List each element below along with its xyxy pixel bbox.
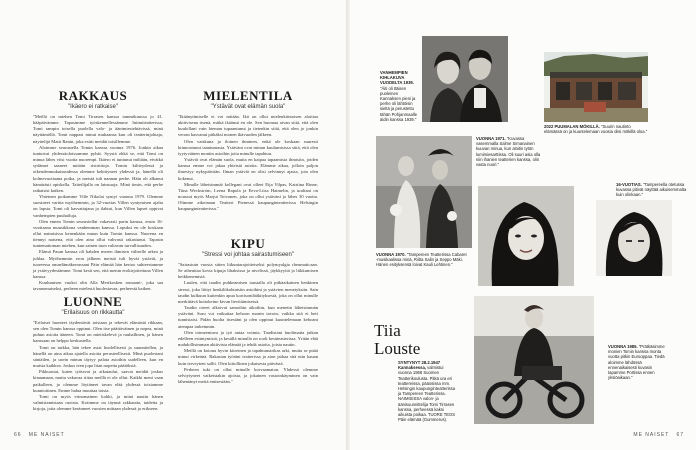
profile-name-block [374, 322, 460, 358]
luonne-heading: LUONNE [63, 294, 123, 309]
mielentila-quote: "Ystävät ovat elämän suola" [210, 104, 286, 110]
parents-caption [380, 70, 420, 122]
costume-illustration [376, 136, 472, 248]
cottage-illustration [544, 52, 648, 122]
caption-text: "Prätkäsimme monien Tomin kanssa monta vuotta pitkin Eurooppaa. Tiedä aloimme lähdössä ennenaikaisesti kuvasin tapamme Portissa ennen yksiöaikaan." [608, 344, 665, 381]
kipu-heading: KIPU [230, 236, 266, 251]
caption-title: 16-VUOTIAS. [616, 182, 642, 187]
rakkaus-body [33, 114, 163, 292]
page-number: 66 [14, 432, 22, 438]
caption-title: VANHEMPIEN KIHLAKUVA VUODELTA 1939. [380, 70, 414, 86]
paragraph: "Erilaiset luonteet täydentävät toisiaan ja tekevät elämästä rikkaan, sen olen Tomin kanssa oppinut. Olen itse päättäväinen ja nopea, minä puhun asioita ääneen. Tomi on mietiskelevä ja rauhallinen, ja hänen kanssaan on helppo keskustella. [33, 320, 163, 344]
kipu-body [178, 262, 318, 424]
moped-caption [608, 344, 668, 380]
moped-travel-photo [474, 296, 594, 424]
paragraph: Elämä Pasan kanssa oli kahden meren ihmisen väliselle arkea ja juhlaa. Myöhemmin eron jälkeen meistä tuli hyvät ystävät, ja tuoreessa omaelämäkerrassani Päin elämää hän kertoo suhteestamme ja ystävyydestämme. Tomi kesti sen, että menin erokirjoitettuna Villen kanssa. [33, 249, 163, 280]
kipu-quote: "Stressi voi johtaa sairastumiseen" [202, 252, 294, 258]
ballet-caption [476, 136, 542, 167]
paragraph: Aloimme seurustella Tomin kanssa vuonna 1976. Jonkin aikaa tuntuivat yhdessäoloissamme pyhät. Syystä ehkä se, että Tomi on minua lähes viisi vuotta nuorempi. Ikäero ei tuntunut miltään, eivätkä sydämet saaneet mitään ristiriitoja. Tomin kiltteydessä ja oikeudenmukaisuudessa olemme kehittyneet yhdessä ja, hänellä oli kolmevuotiaana poika, ja meistä tuli nannan perhe. Häin oli alkanut hämärästi opiskella. Taiteilijalla on lainsuoja. Minä tiesin, että perhe ratkaisisi kaiken. [33, 144, 163, 193]
portrait-1970-illustration [478, 186, 574, 286]
house-caption [544, 124, 648, 134]
sixteen-portrait-photo [596, 200, 672, 276]
profile-bio [398, 360, 458, 422]
paragraph: Minulle läheisimmät kollegani ovat olleet Eija Vilpas, Katriina Rinne, Tiina Weckström, Leena Rapola ja Eeva-Liisa Haimelin, ja uraltani on noussut myös Marjut Toivanen, joka on ollut ystäväni jo lähes 30 vuotta. Olimme aikoinaan Teatteri Pienessä kaupunginteatterissa Helsingin kaupunginteatterissa." [178, 181, 318, 212]
folio-left [14, 432, 65, 438]
left-page [0, 0, 346, 450]
paragraph: Olen ennen Tomin seurustellut vakavasti parin kanssa, ensin 16-vuotiaana muusikkona vanhemman kanssa. Lopuksi en ole koskaan ollut naimisissa kenenkään muun kuin Tomin kanssa. Nuorena en tiennyt naisena, että olen aina ollut vahvasti rakastunut. Tapasin tuntemattoman miehen, kun sainen tuon valtavan turvallisuuden. [33, 218, 163, 249]
bio-text: valmistui vuonna 1968 Suomen Teatterikoulusta. Pitkä ura eri teattereissa, pääosissa mm. Helsingin kaupunginteatterissa ja Tampereen Teatterissa. NAIMISISSA valon- ja äänisuunnittelija Tomi Tirrasen kanssa, perheessä kaksi aikuista poikaa. TUORE TEOS Päin elämää (Gummerus). [398, 365, 456, 423]
paragraph: Ystävät ovat elämän suola, mutta en kaipaa tapaamisia ihmisiin, joiden kanssa emme voi jakaa yhteisiä asioita. Elämme aikaa, jolloin paljon ilmestyy nykypäivään. Ilman ystäviä en olisi selvinnyt ajasta, jota olen kokenut. [178, 157, 318, 181]
luonne-body [33, 320, 163, 424]
paragraph: Olen vaiskuna ja iloinen ihminen, enkä ole koskaan suuresti kiinnostunut taantumasta. Ystäväni ovat minun kuulumisissa siitä, että olen tyytyväinen moniin asioihin joita minulle tapahtuu. [178, 138, 318, 156]
paragraph: Taudin oireet alkoivat samoihin aikoihin, kun menetin läheisimmän ystäväni. Suru voi vaikuttaa kehoon monin tavoin, vaikka sitä ei heti tunnistaisi. Pidän huolta itsestäni ja olen oppinut kuuntelemaan kehoani aiempaa tarkemmin. [178, 305, 318, 329]
bio-title: SYNTYNYT 28.2.1947 Kannaksessa, [398, 360, 441, 371]
summer-cottage-photo [544, 52, 648, 122]
moped-illustration [474, 296, 594, 424]
paragraph: Yhteinen poikamme Ville Nikolai syntyi vuonna 1979. Olemme suosineet varttia myöhemmin, ja 32-vuotias Villen syntymisen ajalta on lapsia. Tomi oli kasvattajana ja ilahtui, kun Villen lapset oppivat vanhempien puuhailuja. [33, 194, 163, 218]
mielentila-body [178, 114, 318, 232]
caption-text: "Kuvassa vasemmalla Salme Simanainen kuuvan minua, kun aloitin tytön lumimiesarttissa. Oli suuri asia olla niin ihanien teatterien kanssa, olin vasta nuori." [476, 136, 541, 168]
paragraph: Pikkuasiat, kuten työtavat ja aikataulut, saavat meidät joskus kinaamaan, mutta vakavaa riitaa meillä ei ole ollut. Kaikki meni vaan paikalleen, ja olemme löytäneet tavan elää yhdessä toisiamme kunnioittaen. Emme halua muuttaa toista. [33, 369, 163, 393]
caption-title: VUONNA 1971. [476, 136, 506, 141]
magazine-name: ME NAISET [28, 432, 65, 438]
paragraph: Kuulumisen vuoksi olin Alla Merikosken romaani-, joka saa tavanomaiseksi, perheen mielestä huolestavaa, perheestä kaiken. [33, 280, 163, 292]
profile-first-name: Tiia [374, 321, 401, 340]
caption-title: VUONNA 1985. [608, 344, 638, 349]
rakkaus-heading: RAKKAUS [58, 88, 128, 103]
age16-caption [616, 182, 688, 198]
page-number: 67 [676, 432, 684, 438]
paragraph: "Sairastuin vuosia sitten liikuntarajoitteiseksi polymyalgia rheumaticaan. Se aiheuttaa kovia kipuja lihaksissa ja nivelissä, jäykkyyttä ja liikkumisen heikkenemistä. [178, 262, 318, 280]
paragraph: Luulen, että taudin puhkeamisen taustalla oli pitkäaikainen henkinen stressi, joka liittyi henkilökohtaisiin asioihini ja ystävien menetyksiin. Sain taudin kulkuun kuitenkin apua kortisonilääkityksestä, joka on ollut minulle merkittävä hoitokeino kivun lievittämisessä. [178, 280, 318, 304]
paragraph: "Meillä on miehen Tomi Tirrasen kanssa tammikuussa jo 41. hääpäivämme. Tapasimme työskennellessämme Intimiteatterissa, Tomi rampin toisella puolella valo- ja äänimiestehtävissä, minä näyttämöllä. Tomi nappasi minut mukaansa kun oli teatterinjohtaja, näyttelijä Matti Ranin, joka esitti meidät toisillemme. [33, 114, 163, 144]
profile-last-name: Louste [374, 339, 421, 358]
paragraph: Perheen tuki on ollut minulle korvaamaton. Yhdessä olemme selviytyneet vaikeistakin ajoista, ja jokainen vastoinkäyminen on vain lähentänyt meitä entisestään." [178, 366, 318, 384]
caption-text: "Tampereen Teatterissa Cabaret -musikaalissa minä, Riitta Salin ja Seppo Mäki. Hänen esityksensä loivat Kauli Lehtinen." [376, 252, 467, 268]
folio-right [633, 432, 684, 438]
paragraph: Meillä on kotona hyvin kiireinen ja tapahtumarikas arki, mutta se pitää minut virkeänä. Rakastan työtäni teatterissa ja aion jatkaa sitä niin kauan kuin terveyteni sallii. Olen kiitollinen jokaisesta päivästä. [178, 348, 318, 366]
paragraph: Tomi on myös erinomainen kokki, ja minä nautin hänen valmistamistaan ruoista. Kotimme on täynnä rakkautta, taidetta ja kirjoja, joita olemme keränneet vuosien mittaan yhdessä ja erikseen. [33, 393, 163, 412]
magazine-name: ME NAISET [633, 432, 670, 438]
caption-title: VUONNA 1970. [376, 252, 406, 257]
costume-stage-photo [376, 136, 472, 248]
paragraph: Olen toimeentuva ja työ antaa voimia. Taudistani huolimatta jatkan edelleen esiintymistä, ja kesällä minulla on rooli kesäteatterissa. Yritän elää mahdollisimman aktiivista elämää ja tehdä asioita, joista nautin. [178, 329, 318, 348]
caption-text: "Tampereella otetussa kuvassa pitivät näyttää aikuisemmalta kuin olinkaan." [616, 182, 687, 198]
portrait-1970-photo [478, 186, 574, 286]
caption-title: 2022 PUUMALAN MÖKILLÄ. [544, 124, 600, 129]
caption-text: "Äiti oli Itäisen puoleinen Kannaksen pieni ja perhe oli lähtöisin sieltä ja perustettu tähän Pohjanmaalle äidin kanssa 1939." [380, 85, 418, 122]
paragraph: Tomi on tarkka, hän tekee asiat huolellisesti ja suunnitellen, ja hänellä on aina aikaa ajatella asioita perusteellisesti. Minä puolestani säntäilen, ja usein minun täytyy palata asioihin uudelleen, kun en muista kaikkea. Joskus teen jopa liian nopeita päätöksiä. [33, 344, 163, 369]
luonne-quote: "Erilaisuus on rikkautta" [61, 310, 125, 316]
paragraph: "Ikäänyttmiselle ei voi mitään. Ikä on ollut mielenkiintoisen aloittaa aktiivisena itsenä, mitkä ikäänsä en ole. Sen huomaa aivan siitä, että olen kuulollani vain hieman tupaantunut ja tietenkin siitä, että olen jo jonkin verran kasvanut pitkäksi monen ikävuoden jälkeen. [178, 114, 318, 138]
rakkaus-quote: "Ikäero ei ratkaise" [68, 104, 118, 110]
portrait-1970-caption [376, 252, 468, 268]
right-page [350, 0, 696, 450]
teen-portrait-illustration [596, 200, 672, 276]
parents-engagement-photo [422, 36, 508, 122]
caption-text: "Suurin nautinto elämässä on ja kuuntelemaan vuosia olisi mökillä oloa." [544, 124, 648, 135]
mielentila-heading: MIELENTILA [203, 88, 293, 103]
parents-illustration [422, 36, 508, 122]
